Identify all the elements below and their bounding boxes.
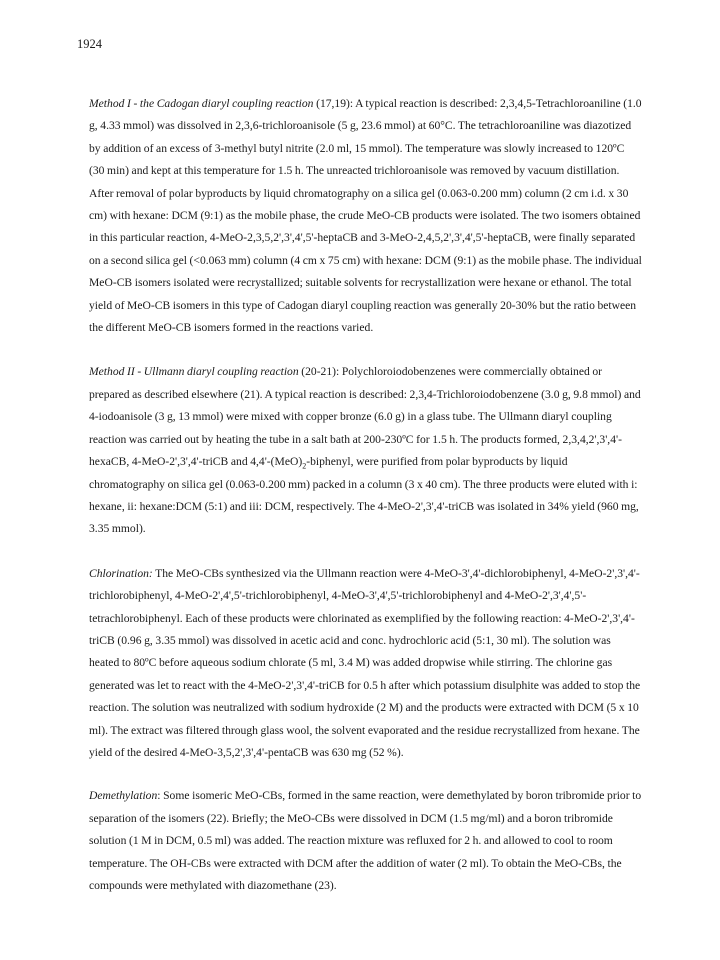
section-heading: Chlorination: xyxy=(89,566,153,580)
section-heading: Demethylation xyxy=(89,789,158,803)
paragraph-text: (17,19): A typical reaction is described: 2,3,4,5-Tetrachloroaniline (1.0 g, 4.33 mmol) was dissolved in 2,3,6-trichloroanisole (5 g, 23.6 mmol) at 60°C. The tetrachloroaniline was diazotized by addition of an excess of 3-methyl butyl nitrite (2.0 ml, 15 mmol). The temperature was slowly increased to 120ºC (30 min) and kept at this temperature for 1.5 h. The unreacted trichloroanisole was removed by vacuum distillation. After removal of polar byproducts by liquid chromatography on a silica gel (0.063-0.200 mm) column (2 cm i.d. x 30 cm) with hexane: DCM (9:1) as the mobile phase, the crude MeO-CB products were isolated. The two isomers obtained in this particular reaction, 4-MeO-2,3,5,2',3',4',5'-heptaCB and 3-MeO-2,4,5,2',3',4',5'-heptaCB, were finally separated on a second silica gel (<0.063 mm) column (4 cm x 75 cm) with hexane: DCM (9:1) as the mobile phase. The individual MeO-CB isomers isolated were recrystallized; suitable solvents for recrystallization were hexane or ethanol. The total yield of MeO-CB isomers in this type of Cadogan diaryl coupling reaction was generally 20-30% but the ratio between the different MeO-CB isomers formed in the reactions varied. xyxy=(89,97,642,335)
paragraph-text-continued: -biphenyl, were purified from polar byproducts by liquid chromatography on silica gel (0.063-0.200 mm) packed in a column (3 x 40 cm). The three products were eluted with i: hexane, ii: hexane:DCM (5:1) and iii: DCM, respectively. The 4-MeO-2',3',4'-triCB was isolated in 34% yield (960 mg, 3.35 mmol). xyxy=(89,455,639,536)
section-heading: Method II - Ullmann diaryl coupling reaction xyxy=(89,365,299,379)
paragraph-method-1 xyxy=(89,93,642,339)
subscript: 2 xyxy=(302,461,307,471)
paragraph-text: The MeO-CBs synthesized via the Ullmann reaction were 4-MeO-3',4'-dichlorobiphenyl, 4-MeO-2',3',4'-trichlorobiphenyl, 4-MeO-2',4',5'-trichlorobiphenyl, 4-MeO-3',4',5'-trichlorobiphenyl and 4-MeO-2',3',4',5'-tetrachlorobiphenyl. Each of these products were chlorinated as exemplified by the following reaction: 4-MeO-2',3',4'-triCB (0.96 g, 3.35 mmol) was dissolved in acetic acid and conc. hydrochloric acid (5:1, 30 ml). The solution was heated to 80ºC before aqueous sodium chlorate (5 ml, 3.4 M) was added dropwise while stirring. The chlorine gas generated was let to react with the 4-MeO-2',3',4'-triCB for 0.5 h after which potassium disulphite was added to stop the reaction. The solution was neutralized with sodium hydroxide (2 M) and the products were extracted with DCM (5 x 10 ml). The extract was filtered through glass wool, the solvent evaporated and the residue recrystallized from hexane. The yield of the desired 4-MeO-3,5,2',3',4'-pentaCB was 630 mg (52 %). xyxy=(89,566,641,759)
paragraph-chlorination xyxy=(89,563,642,765)
page-body xyxy=(89,93,642,919)
paragraph-text: : Some isomeric MeO-CBs, formed in the same reaction, were demethylated by boron tribromide prior to separation of the isomers (22). Briefly; the MeO-CBs were dissolved in DCM (1.5 mg/ml) and a boron tribromide solution (1 M in DCM, 0.5 ml) was added. The reaction mixture was refluxed for 2 h. and allowed to cool to room temperature. The OH-CBs were extracted with DCM after the addition of water (2 ml). To obtain the MeO-CBs, the compounds were methylated with diazomethane (23). xyxy=(89,789,642,892)
section-heading: Method I - the Cadogan diaryl coupling reaction xyxy=(89,97,314,110)
paragraph-demethylation xyxy=(89,785,642,897)
paragraph-method-2 xyxy=(89,361,642,540)
paragraph-text: (20-21): Polychloroiodobenzenes were commercially obtained or prepared as described elsewhere (21). A typical reaction is described: 2,3,4-Trichloroiodobenzene (3.0 g, 9.8 mmol) and 4-iodoanisole (3 g, 13 mmol) were mixed with copper bronze (6.0 g) in a glass tube. The Ullmann diaryl coupling reaction was carried out by heating the tube in a salt bath at 200-230ºC for 1.5 h. The products formed, 2,3,4,2',3',4'-hexaCB, 4-MeO-2',3',4'-triCB and 4,4'-(MeO) xyxy=(89,365,641,469)
page-number: 1924 xyxy=(77,37,102,51)
